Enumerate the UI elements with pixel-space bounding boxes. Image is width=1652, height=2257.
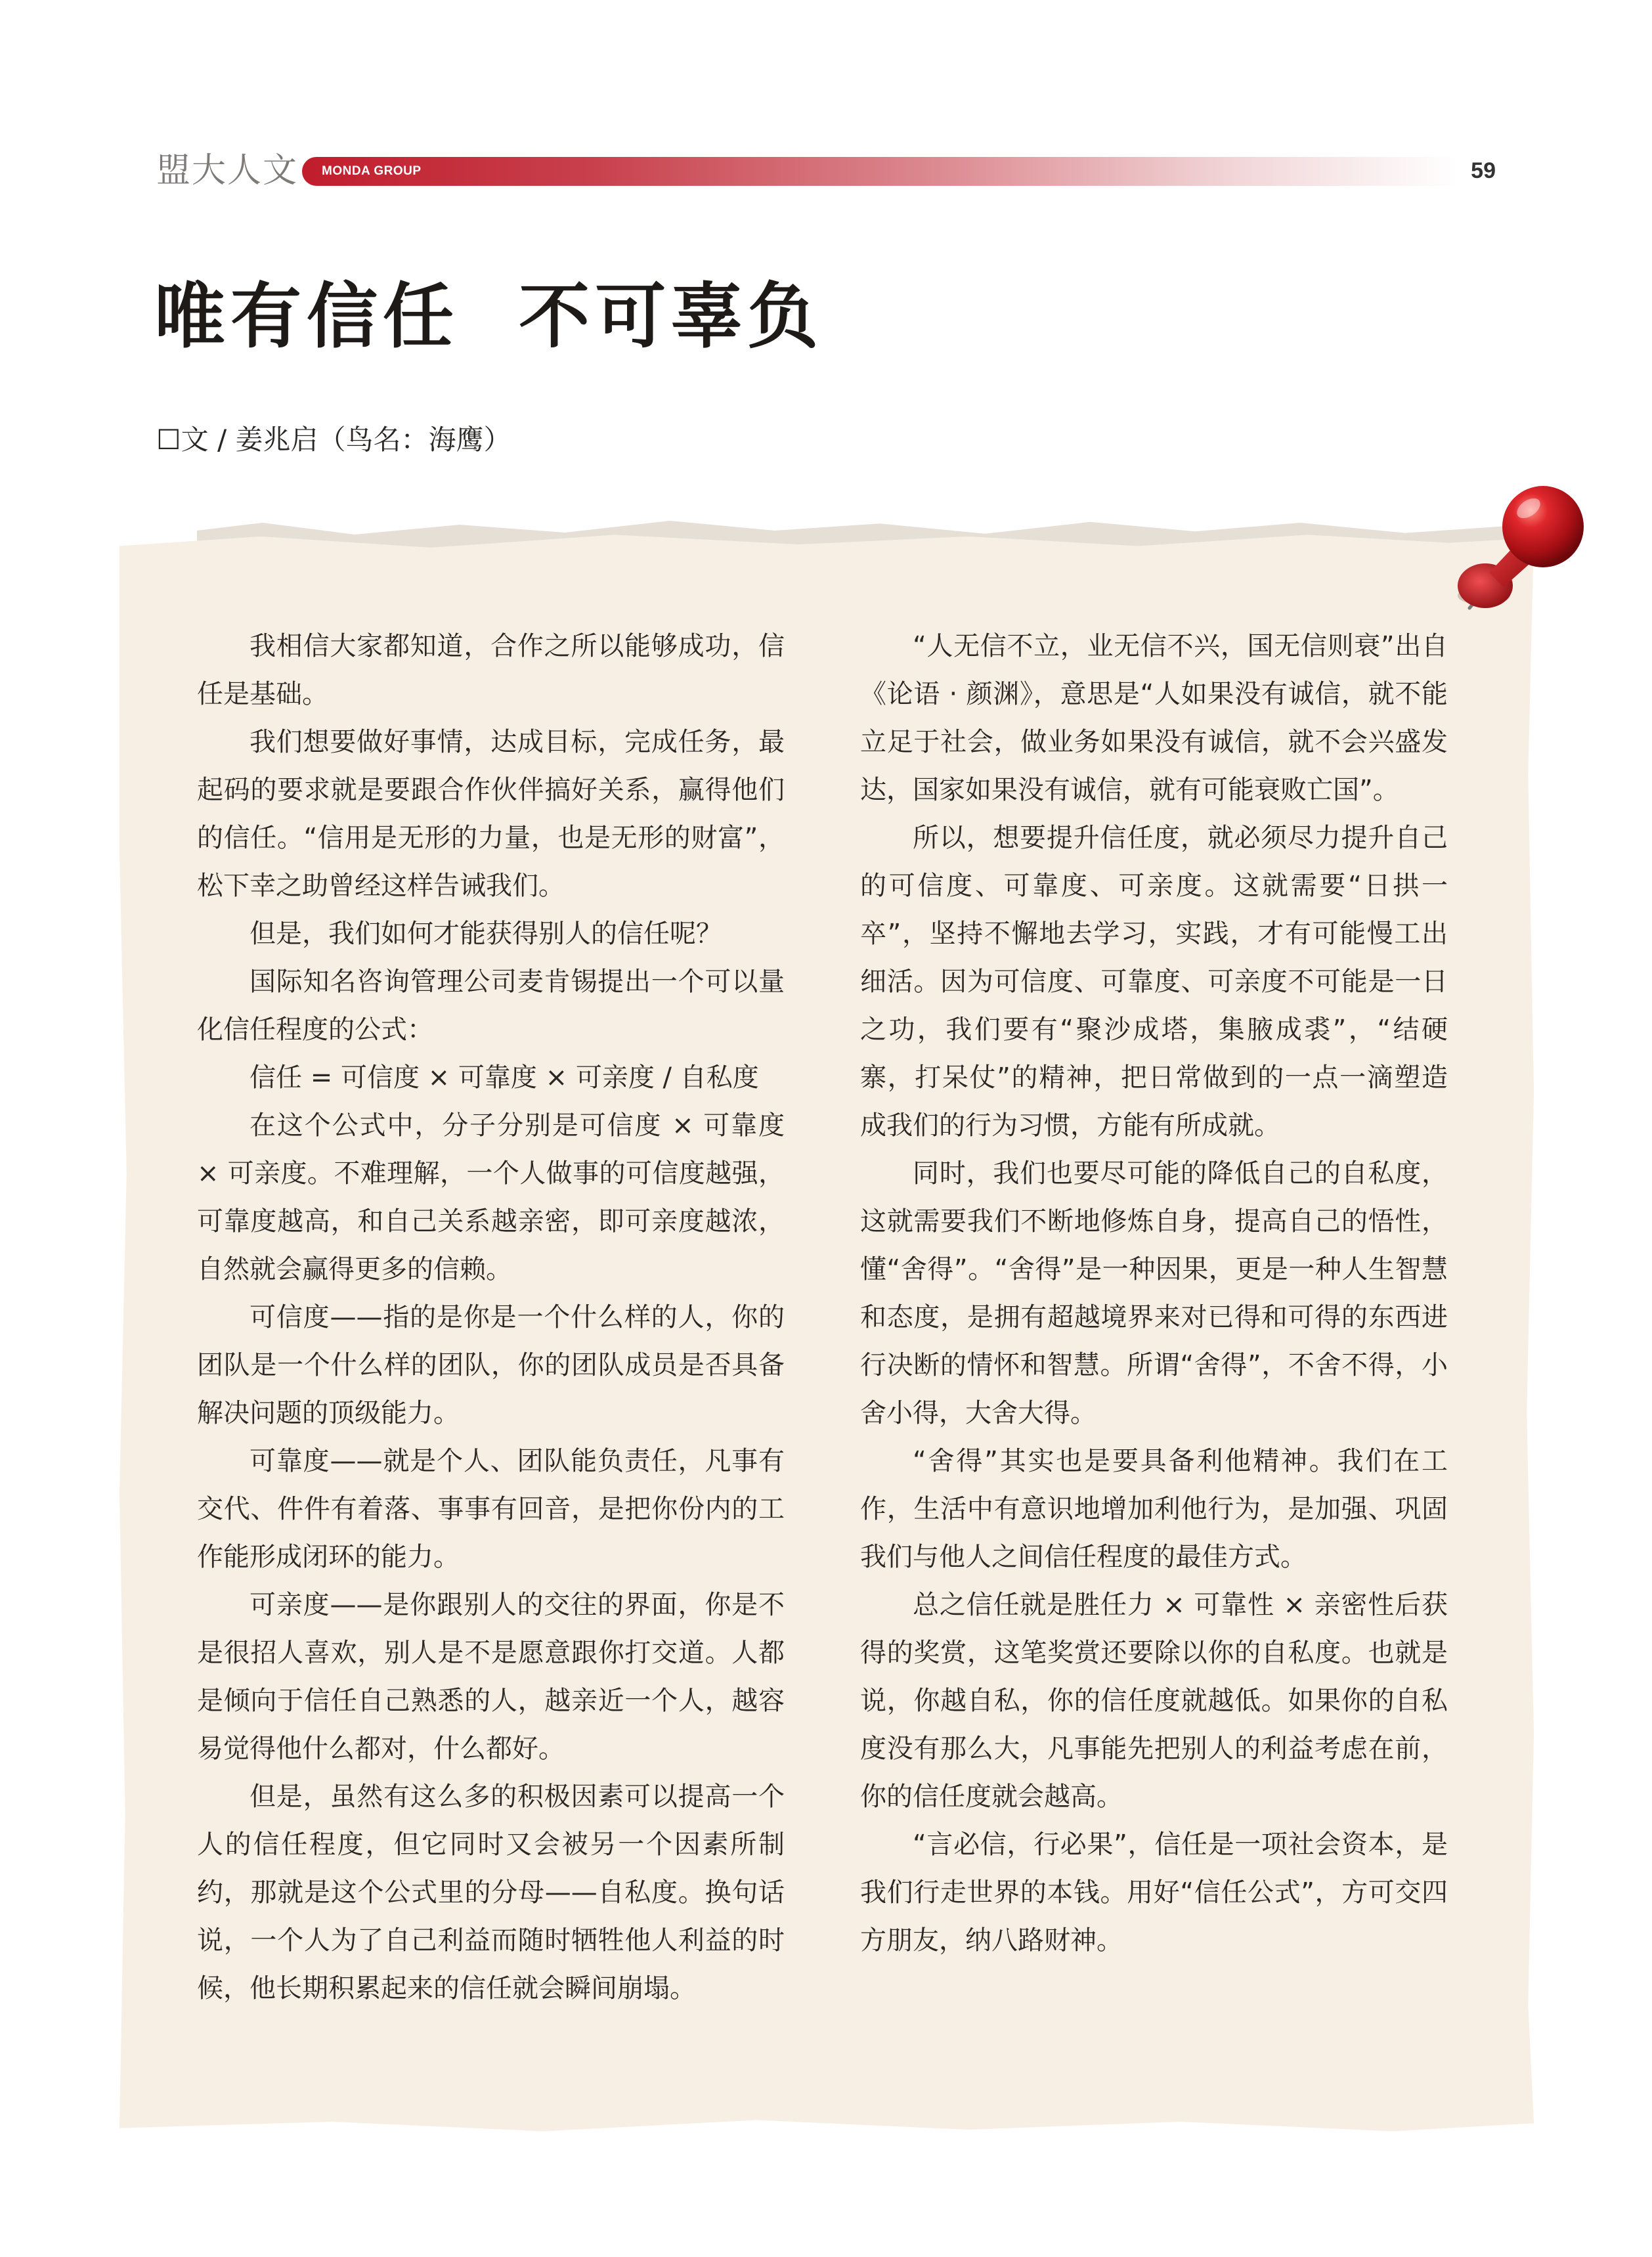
paragraph: 所以，想要提升信任度，就必须尽力提升自己的可信度、可靠度、可亲度。这就需要“日拱一卒”，坚持不懈地去学习，实践，才有可能慢工出细活。因为可信度、可靠度、可亲度不可能是一日之功，我们要有“聚沙成塔，集腋成裘”，“结硬寨，打呆仗”的精神，把日常做到的一点一滴塑造成我们的行为习惯，方能有所成就。 (860, 823, 1448, 1141)
article-byline: ☐文 / 姜兆启（鸟名：海鹰） (156, 424, 511, 456)
left-column (197, 623, 785, 2013)
paragraph: “人无信不立，业无信不兴，国无信则衰”出自《论语 · 颜渊》，意思是“人如果没有诚信，就不能立足于社会，做业务如果没有诚信，就不会兴盛发达，国家如果没有诚信，就有可能衰败亡国”。 (860, 631, 1448, 805)
paragraph: 国际知名咨询管理公司麦肯锡提出一个可以量化信任程度的公式： (197, 967, 785, 1045)
header-band (302, 157, 1458, 186)
paragraph: 总之信任就是胜任力 × 可靠性 × 亲密性后获得的奖赏，这笔奖赏还要除以你的自私度。也就是说，你越自私，你的信任度就越低。如果你的自私度没有那么大，凡事能先把别人的利益考虑在前，你的信任度就会越高。 (860, 1590, 1448, 1812)
group-label: MONDA GROUP (322, 164, 422, 178)
right-column (860, 623, 1448, 1965)
paragraph: 我相信大家都知道，合作之所以能够成功，信任是基础。 (197, 631, 785, 709)
paragraph: 我们想要做好事情，达成目标，完成任务，最起码的要求就是要跟合作伙伴搞好关系，赢得他们的信任。“信用是无形的力量，也是无形的财富”，松下幸之助曾经这样告诫我们。 (197, 727, 785, 901)
formula: 信任 = 可信度 × 可靠度 × 可亲度 / 自私度 (250, 1063, 759, 1093)
article-title: 唯有信任 不可辜负 (154, 276, 824, 358)
paragraph: 可信度——指的是你是一个什么样的人，你的团队是一个什么样的团队，你的团队成员是否具备解决问题的顶级能力。 (197, 1302, 785, 1428)
section-brand: 盟大人文 (156, 151, 299, 190)
paragraph: 但是，我们如何才能获得别人的信任呢？ (250, 919, 722, 949)
push-pin-icon (1438, 468, 1596, 625)
paragraph: 在这个公式中，分子分别是可信度 × 可靠度 × 可亲度。不难理解，一个人做事的可信度越强，可靠度越高，和自己关系越亲密，即可亲度越浓，自然就会赢得更多的信赖。 (197, 1110, 785, 1284)
paragraph: “舍得”其实也是要具备利他精神。我们在工作，生活中有意识地增加利他行为，是加强、巩固我们与他人之间信任程度的最佳方式。 (860, 1446, 1448, 1572)
paragraph: 可亲度——是你跟别人的交往的界面，你是不是很招人喜欢，别人是不是愿意跟你打交道。人都是倾向于信任自己熟悉的人，越亲近一个人，越容易觉得他什么都对，什么都好。 (197, 1590, 785, 1764)
paragraph: 同时，我们也要尽可能的降低自己的自私度，这就需要我们不断地修炼自身，提高自己的悟性，懂“舍得”。“舍得”是一种因果，更是一种人生智慧和态度，是拥有超越境界来对已得和可得的东西进行决断的情怀和智慧。所谓“舍得”，不舍不得，小舍小得，大舍大得。 (860, 1158, 1448, 1428)
paragraph: “言必信，行必果”，信任是一项社会资本，是我们行走世界的本钱。用好“信任公式”，方可交四方朋友，纳八路财神。 (860, 1830, 1448, 1956)
page-number: 59 (1471, 158, 1496, 183)
paragraph: 但是，虽然有这么多的积极因素可以提高一个人的信任程度，但它同时又会被另一个因素所制约，那就是这个公式里的分母——自私度。换句话说，一个人为了自己利益而随时牺牲他人利益的时候，他长期积累起来的信任就会瞬间崩塌。 (197, 1782, 785, 2004)
paragraph: 可靠度——就是个人、团队能负责任，凡事有交代、件件有着落、事事有回音，是把你份内的工作能形成闭环的能力。 (197, 1446, 785, 1572)
